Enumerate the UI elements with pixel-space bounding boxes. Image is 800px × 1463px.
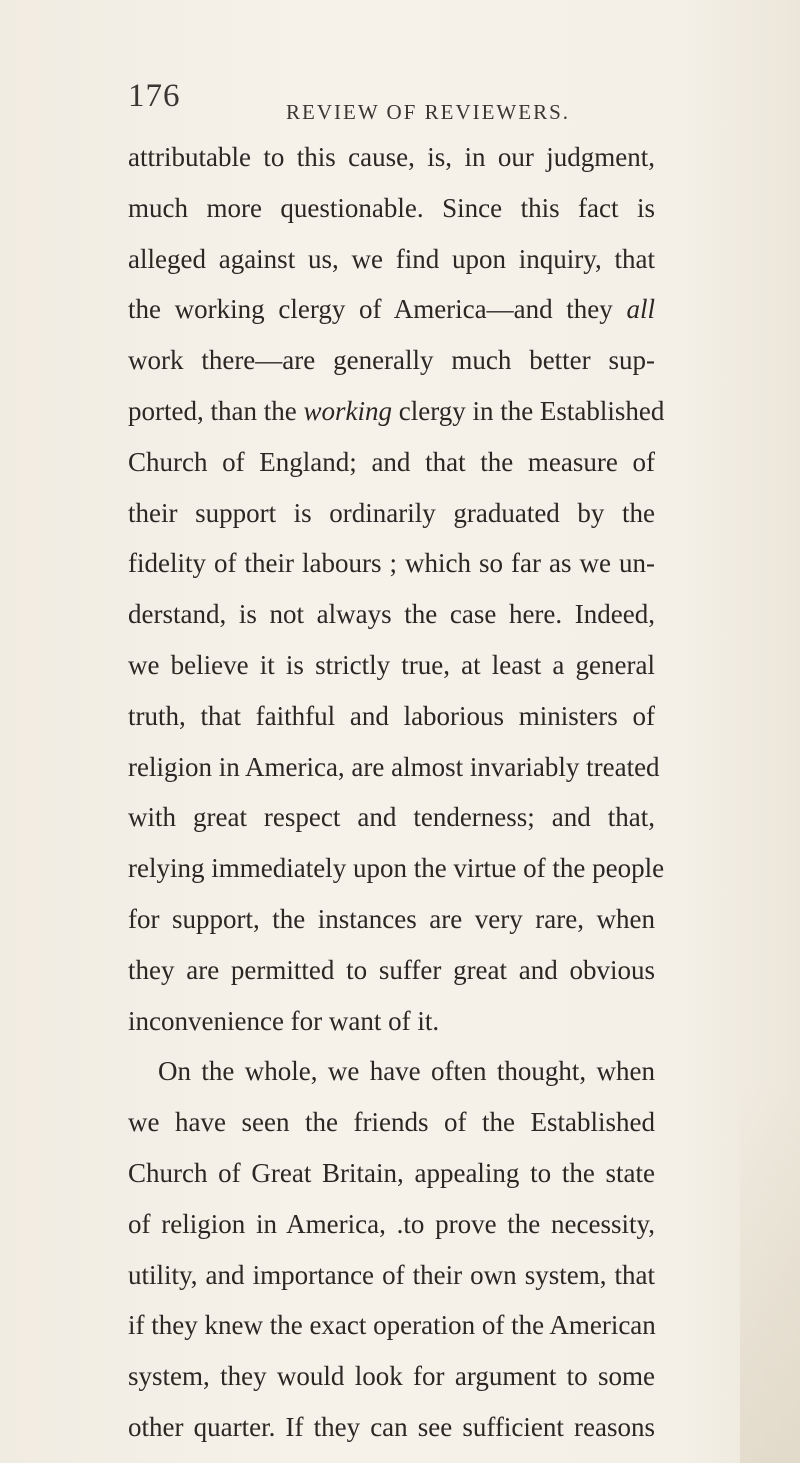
text-line: derstand, is not always the case here. Indeed, <box>128 599 655 630</box>
text-line: On the whole, we have often thought, when <box>158 1056 655 1087</box>
text-line: utility, and importance of their own system, that <box>128 1259 655 1290</box>
text-line: relying immediately upon the virtue of the people <box>128 853 665 884</box>
text-line: Church of Great Britain, appealing to the state <box>128 1157 655 1188</box>
text-line: other quarter. If they can see sufficient reasons <box>128 1411 655 1442</box>
running-head: REVIEW OF REVIEWERS. <box>286 100 571 124</box>
text-line: we believe it is strictly true, at least a general <box>128 649 655 680</box>
italic-word: working <box>303 395 392 426</box>
text-line: if they knew the exact operation of the American <box>128 1310 656 1341</box>
text-line: they are permitted to suffer great and obvious <box>128 954 655 985</box>
text-segment: the working clergy of America—and they <box>128 294 627 325</box>
text-line: alleged against us, we find upon inquiry, that <box>128 243 655 274</box>
text-line: inconvenience for want of it. <box>128 1005 440 1036</box>
text-line: Church of England; and that the measure of <box>128 446 655 477</box>
text-line: of religion in America, .to prove the necessity, <box>128 1208 655 1239</box>
text-line: with great respect and tenderness; and that, <box>128 802 655 833</box>
text-line: religion in America, are almost invariably treated <box>128 751 660 782</box>
text-line: fidelity of their labours ; which so far as we un- <box>128 548 655 579</box>
text-segment: ported, than the <box>128 395 304 426</box>
text-line <box>128 284 655 335</box>
text-line: work there—are generally much better sup- <box>128 345 655 376</box>
text-line <box>128 386 665 437</box>
text-segment: clergy in the Established <box>391 395 665 426</box>
text-line: attributable to this cause, is, in our judgment, <box>128 142 655 172</box>
text-line: we have seen the friends of the Established <box>128 1107 655 1138</box>
page-edge-shadow <box>740 1083 800 1463</box>
page-number: 176 <box>128 78 181 114</box>
text-line: truth, that faithful and laborious ministers of <box>128 700 655 731</box>
text-line: for support, the instances are very rare, when <box>128 903 655 934</box>
text-line: their support is ordinarily graduated by the <box>128 497 655 528</box>
body-text <box>128 132 665 1453</box>
text-line: much more questionable. Since this fact is <box>128 192 655 223</box>
italic-word: all <box>626 294 655 325</box>
page-header <box>128 78 708 128</box>
text-line: system, they would look for argument to some <box>128 1361 655 1392</box>
